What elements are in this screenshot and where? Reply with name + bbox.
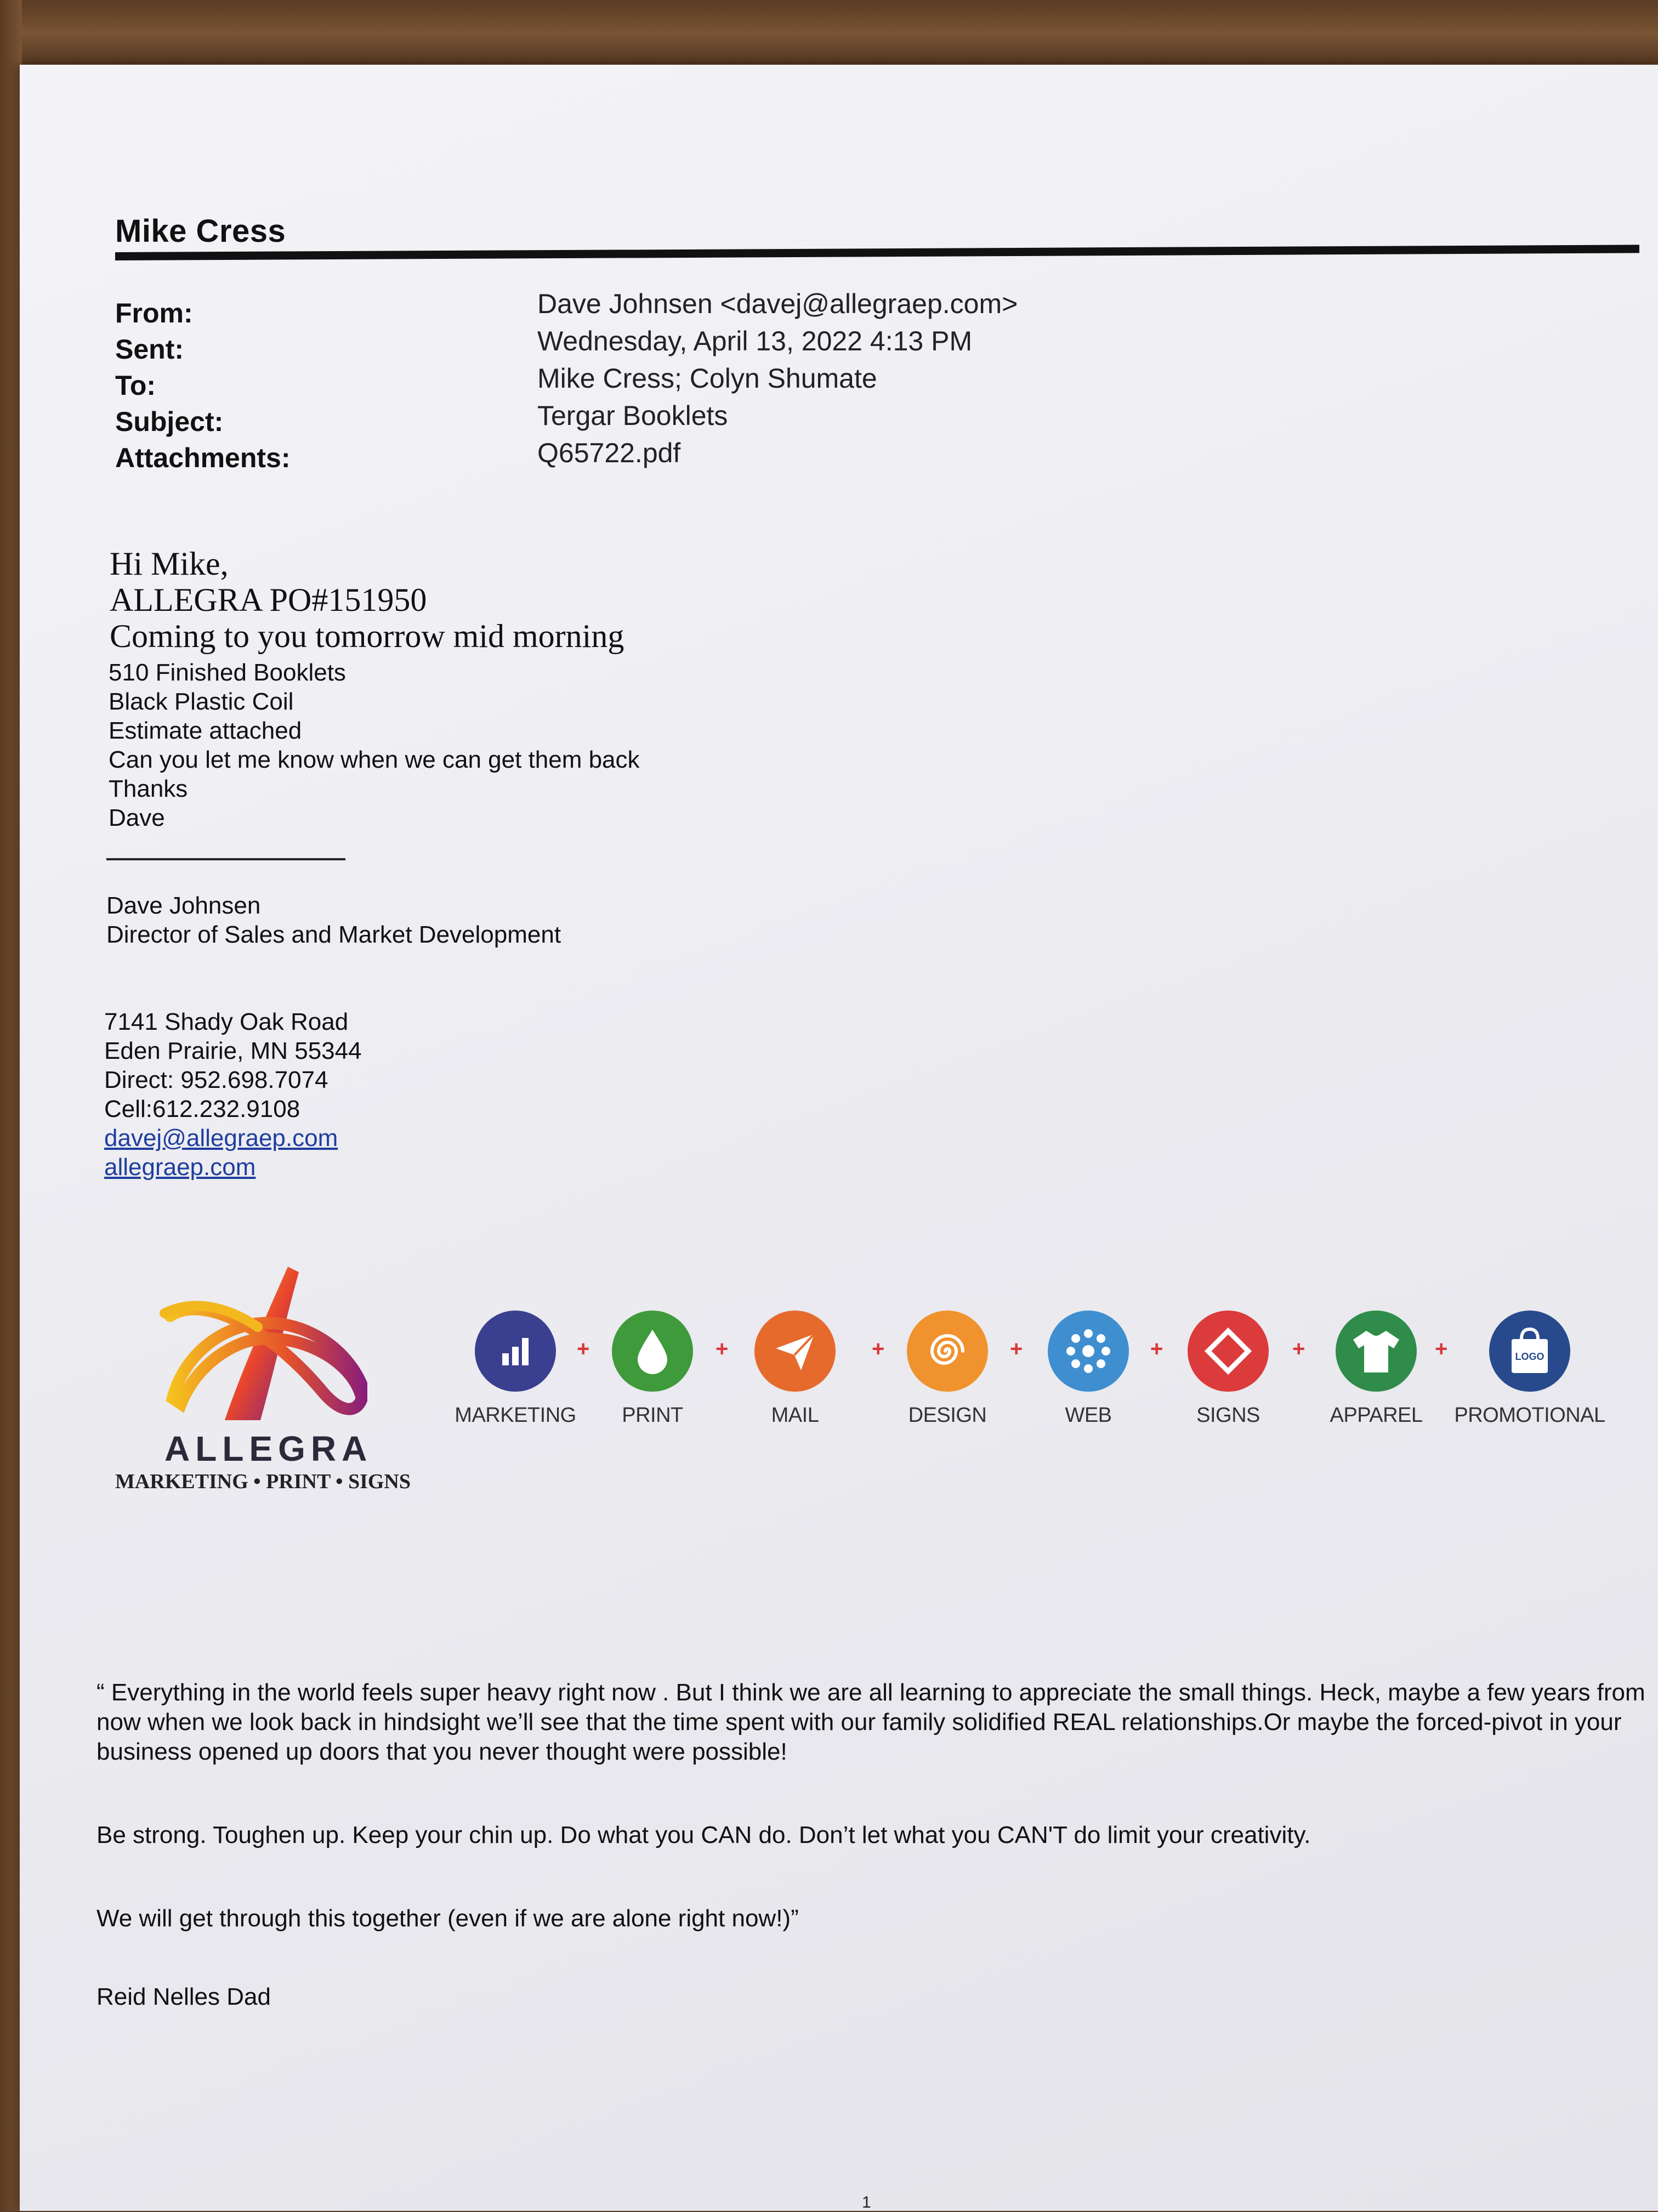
service-label: WEB (1065, 1404, 1112, 1427)
logo-wordmark: ALLEGRA (164, 1429, 373, 1468)
body-line: Can you let me know when we can get them back (109, 746, 640, 773)
service-icon-circle (475, 1311, 556, 1392)
bar-chart-icon (493, 1329, 537, 1373)
service-mail (718, 1311, 872, 1427)
signature-title: Director of Sales and Market Development (106, 921, 561, 948)
bag-logo-text: LOGO (1515, 1351, 1545, 1362)
header-name: Mike Cress (115, 213, 286, 249)
to-value: Mike Cress; Colyn Shumate (537, 363, 877, 394)
attachment-file: Q65722.pdf (537, 438, 681, 468)
separator-plus: + (716, 1337, 729, 1361)
service-label: MARKETING (455, 1404, 576, 1427)
service-label: APPAREL (1330, 1404, 1423, 1427)
quote-paragraph: “ Everything in the world feels super heavy right now . But I think we are all learning to appreciate the small things. Heck, maybe a few years from now when we look back in hindsight we’ll see that the time spent with our family solidified REAL relationships.Or maybe the forced-pivot in your business opened up doors that you never thought were possible! (96, 1679, 1645, 1765)
desk-surface (0, 0, 22, 2211)
service-design (871, 1311, 1024, 1427)
to-label: To: (115, 370, 156, 401)
email-meta-values (537, 285, 1018, 472)
service-icon-circle (1048, 1311, 1129, 1392)
service-icon-circle (1336, 1311, 1417, 1392)
signature-block (106, 891, 561, 949)
page-number: 1 (862, 2193, 871, 2211)
service-marketing (439, 1311, 592, 1427)
service-icon-circle (1489, 1311, 1570, 1392)
service-icon-circle (754, 1311, 836, 1392)
body-line: Dave (109, 804, 165, 831)
subject-label: Subject: (115, 406, 224, 437)
body-line: Thanks (109, 775, 188, 802)
body-line: Black Plastic Coil (109, 688, 294, 715)
service-label: MAIL (771, 1404, 819, 1427)
from-label: From: (115, 298, 193, 328)
service-label: SIGNS (1196, 1404, 1260, 1427)
allegra-logo-mark (159, 1261, 367, 1431)
attachments-label: Attachments: (115, 443, 291, 473)
separator-plus: + (577, 1337, 590, 1361)
service-label: PRINT (622, 1404, 683, 1427)
quote-paragraph: We will get through this together (even if we are alone right now!)” (96, 1905, 799, 1932)
po-number: ALLEGRA PO#151950 (110, 582, 427, 618)
greeting: Hi Mike, (110, 546, 229, 582)
service-icon-circle (612, 1311, 693, 1392)
website-link[interactable]: allegraep.com (104, 1154, 256, 1181)
separator-plus: + (872, 1337, 885, 1361)
service-promotional (1453, 1311, 1606, 1427)
email-meta-labels (115, 295, 290, 476)
body-line: Estimate attached (109, 717, 302, 744)
address-line-2: Eden Prairie, MN 55344 (104, 1037, 362, 1064)
arrival-note: Coming to you tomorrow mid morning (110, 618, 624, 654)
email-link[interactable]: davej@allegraep.com (104, 1125, 338, 1152)
separator-plus: + (1435, 1337, 1448, 1361)
t-shirt-icon (1350, 1326, 1403, 1376)
direct-phone: Direct: 952.698.7074 (104, 1067, 328, 1093)
separator-plus: + (1150, 1337, 1163, 1361)
service-label: PROMOTIONAL (1454, 1404, 1605, 1427)
quote-paragraph: Be strong. Toughen up. Keep your chin up. Do what you CAN do. Don’t let what you CAN'T do limit your creativity. (96, 1822, 1311, 1848)
logo-bag-icon (1505, 1325, 1554, 1377)
diamond-sign-icon (1201, 1324, 1256, 1379)
separator-plus: + (1010, 1337, 1023, 1361)
service-icon-circle (907, 1311, 988, 1392)
dots-ring-icon (1061, 1324, 1116, 1379)
ink-drop-icon (633, 1326, 672, 1376)
email-body (109, 658, 640, 832)
signature-name: Dave Johnsen (106, 892, 261, 919)
service-web (1012, 1311, 1165, 1427)
logo-tagline: MARKETING • PRINT • SIGNS (115, 1470, 411, 1493)
signature-divider (106, 858, 345, 860)
service-print (576, 1311, 729, 1427)
service-icon-circle (1188, 1311, 1269, 1392)
sent-value: Wednesday, April 13, 2022 4:13 PM (537, 326, 973, 356)
paper-plane-icon (770, 1326, 820, 1376)
sent-label: Sent: (115, 334, 184, 365)
quote-author: Reid Nelles Dad (96, 1983, 271, 2010)
body-line: 510 Finished Booklets (109, 659, 346, 686)
address-line-1: 7141 Shady Oak Road (104, 1008, 349, 1035)
cell-phone: Cell:612.232.9108 (104, 1096, 300, 1122)
closing-quote (96, 1678, 1654, 1987)
from-value: Dave Johnsen <davej@allegraep.com> (537, 288, 1018, 319)
service-label: DESIGN (908, 1404, 987, 1427)
contact-block (104, 1007, 362, 1182)
allegra-logo (112, 1261, 419, 1497)
service-apparel (1299, 1311, 1453, 1427)
subject-value: Tergar Booklets (537, 400, 728, 431)
spiral-icon (923, 1326, 972, 1376)
email-intro (110, 546, 624, 654)
separator-plus: + (1292, 1337, 1305, 1361)
service-signs (1151, 1311, 1305, 1427)
